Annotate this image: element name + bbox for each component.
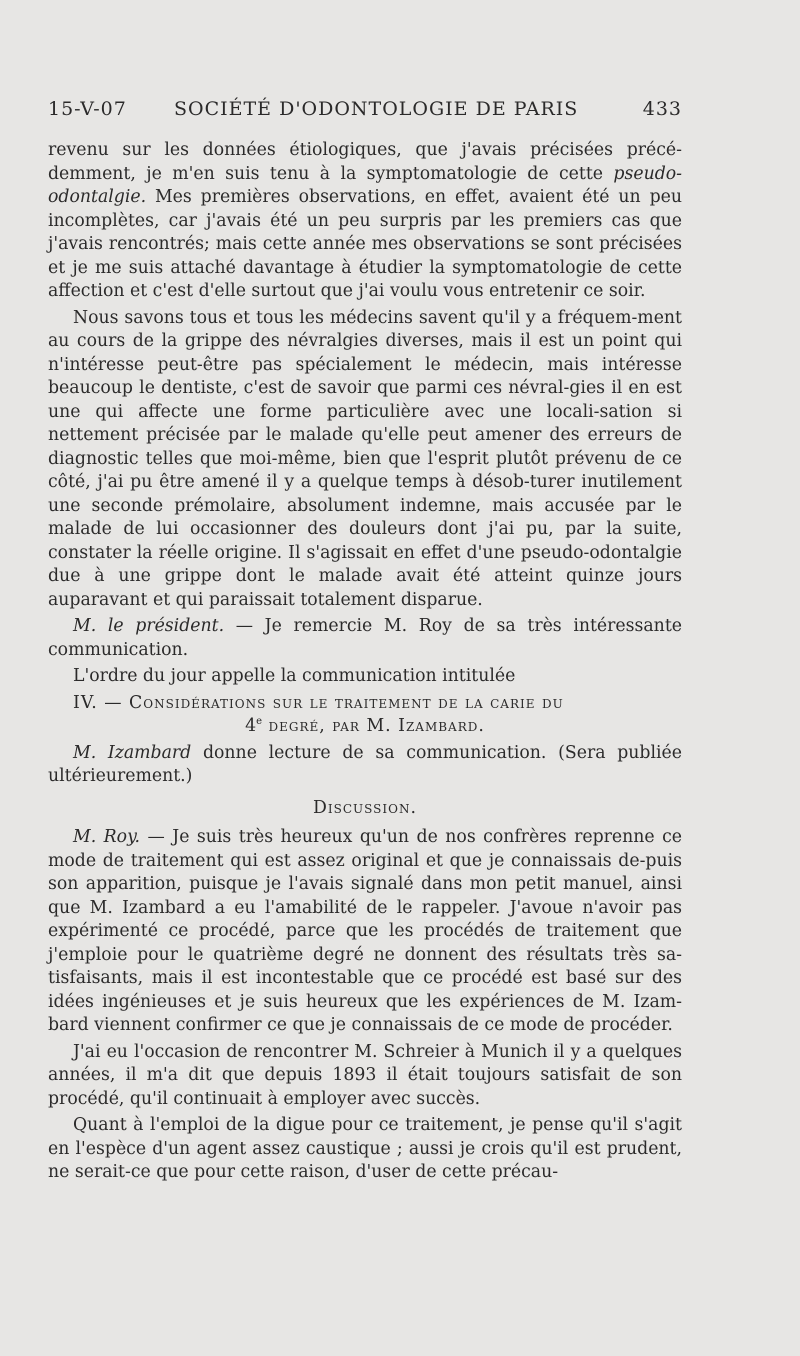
- degree-superscript: e: [256, 716, 263, 728]
- paragraph-1-text-b: Mes premières observations, en effet, avaient été un peu incomplètes, car j'avais été un peu surpris par les premiers cas que j'avais rencontrés; mais cette année mes observations se sont précisées et je me suis attaché davantage à étudier la symptomatologie de cette affection et c'est d'elle surtout que j'ai voulu vous entretenir ce soir.: [48, 187, 682, 301]
- section-title: [48, 692, 682, 739]
- speaker-president: M. le président.: [73, 616, 225, 636]
- section-title-line2-wrap: [48, 715, 682, 739]
- speaker-izambard: M. Izambard: [73, 742, 192, 763]
- paragraph-6-text: — Je suis très heureux qu'un de nos confrères reprenne ce mode de traitement qui est assez original et que je connaissais de-puis son apparition, puisque je l'avais signalé dans mon petit manuel, ainsi que M. Izambard a eu l'amabilité de le rappeler. J'avoue n'avoir pas expérimenté ce procédé, parce que les procédés de traitement que j'emploie pour le quatrième degré ne donnent des résultats très sa-tisfaisants, mais il est incontestable que ce procédé est basé sur des idées ingénieuses et je suis heureux que les expériences de M. Izam-bard viennent confirmer ce que je connaissais de ce mode de procéder.: [48, 827, 683, 1035]
- paragraph-8: Quant à l'emploi de la digue pour ce traitement, je pense qu'il s'agit en l'espèce d'un agent assez caustique ; aussi je crois qu'il est prudent, ne serait-ce que pour cette raison, d'user de cette précau-: [48, 1115, 682, 1182]
- section-title-line1: IV. — Considérations sur le traitement de la carie du: [73, 692, 564, 713]
- degree-number: 4: [245, 716, 257, 736]
- page-number: 433: [642, 98, 682, 120]
- paragraph-5: [48, 742, 682, 789]
- paragraph-1-italic: pseudo-odontalgie.: [48, 163, 682, 207]
- body-text: [48, 139, 682, 1185]
- paragraph-6: [48, 826, 682, 1038]
- paragraph-7: J'ai eu l'occasion de rencontrer M. Schreier à Munich il y a quelques années, il m'a dit que depuis 1893 il était toujours satisfait de son procédé, qu'il continuait à employer avec succès.: [48, 1041, 682, 1109]
- paragraph-1-text-a: revenu sur les données étiologiques, que j'avais précisées précé-demment, je m'en suis tenu à la symptomatologie de cette: [48, 140, 682, 184]
- speaker-roy: M. Roy.: [73, 827, 141, 847]
- header-title: SOCIÉTÉ D'ODONTOLOGIE DE PARIS: [174, 98, 579, 120]
- paragraph-5-text: donne lecture de sa communication. (Sera publiée ultérieurement.): [48, 742, 682, 786]
- paragraph-2: Nous savons tous et tous les médecins savent qu'il y a fréquem-ment au cours de la grippe des névralgies diverses, mais il est un point qui n'intéresse peut-être pas spécialement le médecin, mais intéresse beaucoup le dentiste, c'est de savoir que parmi ces névral-gies il en est une qui affecte une forme particulière avec une locali-sation si nettement précisée par le malade qu'elle peut amener des erreurs de diagnostic telles que moi-même, bien que l'esprit plutôt prévenu de ce côté, j'ai pu être amené il y a quelque temps à désob-turer inutilement une seconde prémolaire, absolument indemne, mais accusée par le malade de lui occasionner des douleurs dont j'ai pu, par la suite, constater la réelle origine. Il s'agissait en effet d'une pseudo-odontalgie due à une grippe dont le malade avait été atteint quinze jours auparavant et qui paraissait totalement disparue.: [48, 307, 682, 610]
- paragraph-3: [48, 615, 682, 662]
- section-title-line2: degré, par M. Izambard.: [262, 716, 485, 736]
- paragraph-1: [48, 139, 682, 304]
- paragraph-3-text: — Je remercie M. Roy de sa très intéressante communication.: [48, 616, 682, 660]
- discussion-heading: Discussion.: [313, 797, 417, 818]
- paragraph-4: L'ordre du jour appelle la communication intitulée: [73, 666, 516, 686]
- header-date: 15-V-07: [48, 98, 127, 120]
